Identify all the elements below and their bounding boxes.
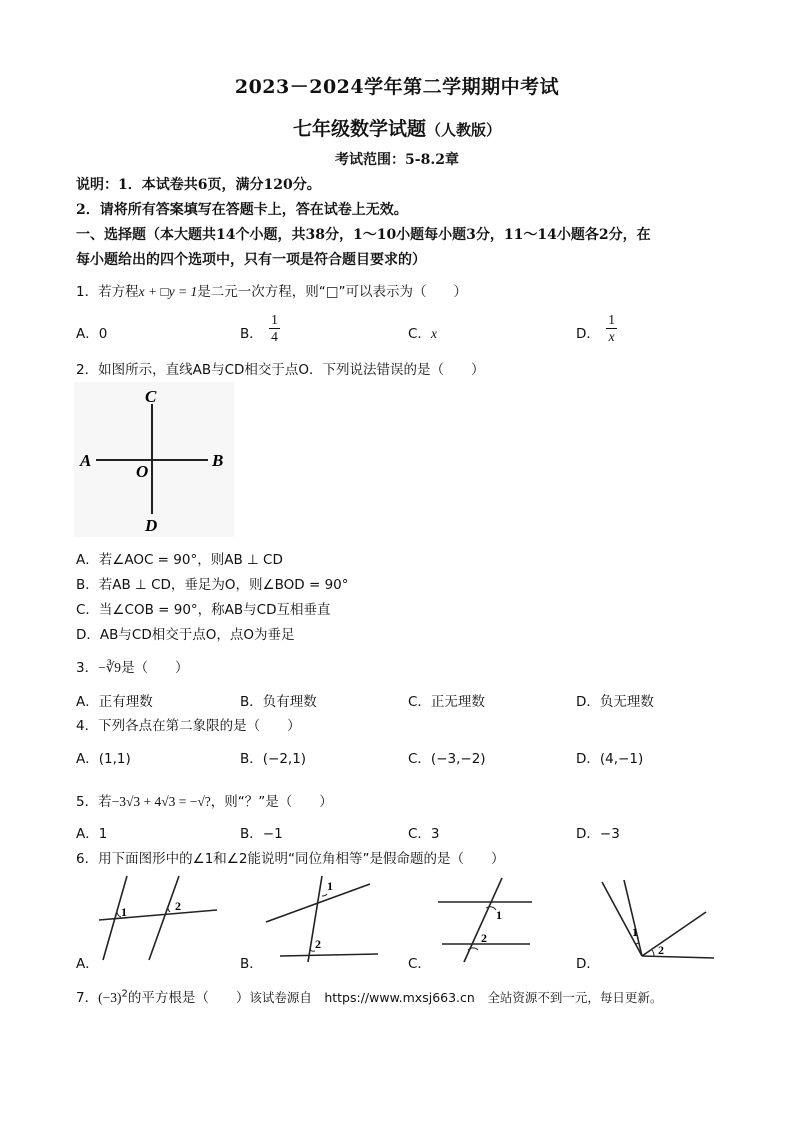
q1-option-b [240,312,280,345]
q2-stem: 2．如图所示，直线AB与CD相交于点O．下列说法错误的是（ ） [76,362,485,378]
q2-option-a: A．若∠AOC = 90°，则AB ⊥ CD [76,552,283,568]
q5-math: −3√3 + 4√3 = −√? [111,794,211,809]
q7-math: (−3) [98,990,122,1005]
q7-prefix: 7． [76,990,99,1006]
q1-option-d [576,312,617,345]
q6-stem: 6．用下面图形中的∠1和∠2能说明“同位角相等”是假命题的是（ ） [76,851,505,867]
angle-2-label: 2 [175,899,181,913]
q5-option-b: B．−1 [240,826,283,842]
label-o: O [136,462,149,481]
section-1-line-2: 每小题给出的四个选项中，只有一项是符合题目要求的） [76,252,426,268]
subtitle-main: 七年级数学试题 [292,118,426,140]
label-d: D [145,516,158,535]
label-c: C [145,387,157,406]
q1-option-b-fraction [269,312,280,345]
q2-option-b: B．若AB ⊥ CD，垂足为O，则∠BOD = 90° [76,577,349,593]
q2-option-d: D．AB与CD相交于点O，点O为垂足 [76,627,295,643]
q6-figure-a [95,872,220,964]
q5-suffix: ，则“？”是（ ） [210,794,333,810]
q7-stem [76,986,662,1006]
notes-line-1: 说明：1．本试卷共6页，满分120分。 [76,177,321,193]
q1-option-c-value: x [430,326,437,341]
q1-middle: 是二元一次方程，则“□”可以表示为（ ） [197,284,467,300]
q6-figure-c [428,872,553,964]
q2-option-c: C．当∠COB = 90°，称AB与CD互相垂直 [76,602,331,618]
exam-subtitle [0,114,794,141]
q5-prefix: 5．若 [76,794,112,810]
q7-source-note: 该试卷源自 https://www.mxsj663.cn 全站资源不到一元，每日更新。 [249,990,663,1005]
q3-option-b: B．负有理数 [240,694,317,710]
angle-2-label: 2 [658,943,664,957]
q3-stem [76,656,189,676]
angle-2-label: 2 [481,931,487,945]
q1-stem [76,280,467,300]
angle-1-label: 1 [327,879,333,893]
q1-prefix: 1．若方程 [76,284,139,300]
q4-option-d: D．(4,−1) [576,751,644,767]
q4-option-b: B．(−2,1) [240,751,307,767]
fraction-numerator: 1 [608,312,615,327]
q3-prefix: 3． [76,660,99,676]
q3-suffix: 是（ ） [121,660,189,676]
q4-stem: 4．下列各点在第二象限的是（ ） [76,718,301,734]
fraction-denominator: 4 [271,329,278,344]
q7-suffix: 的平方根是（ ） [127,990,250,1006]
q5-option-d: D．−3 [576,826,620,842]
q1-option-d-fraction [606,312,617,345]
label-a: A [80,451,92,470]
fraction-numerator: 1 [271,312,278,327]
q5-option-c: C．3 [408,826,440,842]
q6-option-a-label: A． [76,956,99,972]
q5-option-a: A．1 [76,826,108,842]
q3-option-c: C．正无理数 [408,694,485,710]
q1-option-d-label: D． [576,326,600,342]
fraction-denominator: x [608,329,615,344]
q4-option-a: A．(1,1) [76,751,131,767]
angle-1-label: 1 [496,908,502,922]
q5-stem [76,790,333,810]
q1-option-c-label: C． [408,326,431,342]
angle-1-label: 1 [632,925,638,939]
subtitle-tag: （人教版） [426,121,502,139]
label-b: B [212,451,224,470]
q3-option-a: A．正有理数 [76,694,153,710]
q1-option-b-label: B． [240,326,263,342]
exam-title: 2023－2024学年第二学期期中考试 [234,76,560,98]
angle-1-label: 1 [121,905,127,919]
q1-option-a: A．0 [76,326,108,342]
q3-option-d: D．负无理数 [576,694,654,710]
q3-math: −∛9 [98,660,122,675]
q6-figure-d [596,872,721,964]
q1-equation: x + □y = 1 [138,284,198,299]
exam-scope: 考试范围：5-8.2章 [335,152,459,168]
q6-figure-b [260,872,385,964]
angle-2-label: 2 [315,937,321,951]
q6-option-d-label: D． [576,956,600,972]
section-1-line-1: 一、选择题（本大题共14个小题，共38分，1～10小题每小题3分，11～14小题各2分，在 [76,227,651,243]
q4-option-c: C．(−3,−2) [408,751,486,767]
q6-option-c-label: C． [408,956,431,972]
q2-figure [74,382,234,537]
q6-option-b-label: B． [240,956,263,972]
q1-option-c [408,322,437,342]
notes-line-2: 2．请将所有答案填写在答题卡上，答在试卷上无效。 [76,202,408,218]
q7-exponent: 2 [121,988,128,1000]
